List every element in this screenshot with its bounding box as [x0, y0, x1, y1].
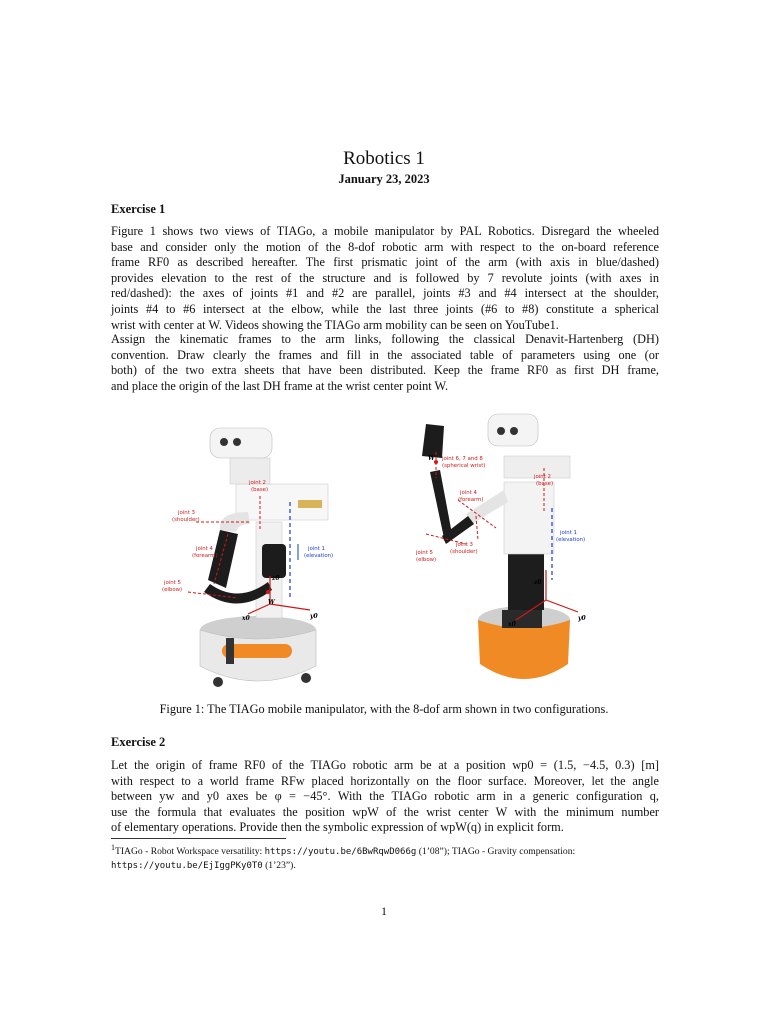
label-z0: z0 [272, 575, 280, 582]
label-joint678: joint 6, 7 and 8 [442, 456, 483, 462]
label-joint1-sub: (elevation) [556, 537, 586, 543]
head-camera [497, 427, 505, 435]
exercise1-paragraph-1 [111, 224, 659, 333]
robot-base-body [478, 620, 570, 679]
forearm [208, 530, 238, 588]
exercise2-paragraph [111, 758, 659, 836]
label-joint2-sub: (base) [536, 481, 554, 487]
label-joint5-sub: (elbow) [162, 587, 183, 593]
label-joint678-sub: (spherical wrist) [442, 463, 486, 469]
text-line: with respect to a world frame RFw placed horizontally on the floor surface. Moreover, let the angle [111, 773, 659, 788]
text-line: between yw and y0 axes be φ = −45°. With the TIAGo robotic arm in a generic configuration q, [111, 789, 659, 804]
footnote-link-2[interactable]: https://youtu.be/EjIggPKy0T0 [111, 861, 263, 872]
text-line: wrist with center at W. Videos showing the TIAGo arm mobility can be seen on YouTube1. [111, 317, 559, 332]
label-joint5-sub: (elbow) [416, 557, 437, 563]
label-joint1: joint 1 [560, 530, 577, 536]
page-number: 1 [381, 904, 387, 918]
label-joint3: joint 3 [178, 510, 195, 516]
robot-hand [422, 424, 444, 458]
exercise1-heading: Exercise 1 [111, 202, 166, 216]
text-line: convention. Draw clearly the frames and fill in the associated table of parameters using one (or [111, 347, 659, 362]
torso-sticker [298, 500, 322, 508]
footnote-marker: 1 [111, 843, 115, 852]
label-joint2-sub: (base) [251, 487, 269, 493]
label-joint3: joint 3 [456, 542, 473, 548]
wrist-center-point [266, 590, 270, 594]
wheel [301, 673, 311, 683]
document-title: Robotics 1 [343, 148, 425, 169]
footnote-time-1: (1’08”); TIAGo - Gravity compensation: [416, 846, 576, 858]
base-panel [226, 638, 234, 664]
head-camera [220, 438, 228, 446]
text-line: joints #4 to #6 intersect at the elbow, while the last three joints (#6 to #8) constitute a spherical [111, 301, 659, 316]
label-joint1: joint 1 [308, 546, 325, 552]
label-joint5: joint 5 [416, 550, 433, 556]
footnote-rule [111, 838, 286, 839]
lower-arm [430, 470, 452, 538]
label-joint1-sub: (elevation) [304, 553, 334, 559]
text-line: Figure 1 shows two views of TIAGo, a mobile manipulator by PAL Robotics. Disregard the wheeled [111, 224, 659, 238]
label-joint2: joint 2 [249, 480, 266, 486]
head-camera [233, 438, 241, 446]
figure-caption: Figure 1: The TIAGo mobile manipulator, with the 8-dof arm shown in two configurations. [159, 702, 609, 716]
wheel [213, 677, 223, 687]
document-date: January 23, 2023 [338, 172, 430, 186]
footnote [111, 841, 659, 873]
text-line: Let the origin of frame RF0 of the TIAGo robotic arm be at a position wp0 = (1.5, −4.5, 0.3) [m] [111, 758, 659, 772]
label-w: W [428, 455, 435, 462]
label-x0: x0 [508, 621, 516, 628]
label-joint4-sub: (forearm) [192, 553, 218, 559]
text-line: provides elevation to the rest of the structure and is followed by 7 revolute joints (with axes in [111, 270, 659, 285]
text-line: and place the origin of the last DH frame at the wrist center point W. [111, 378, 449, 393]
robot-hand [262, 544, 286, 578]
footnote-time-2: (1’23”). [262, 860, 296, 872]
tiago-figure-left [158, 404, 358, 694]
label-joint4: joint 4 [460, 490, 477, 496]
head-camera [510, 427, 518, 435]
upper-arm [220, 512, 250, 532]
label-z0: z0 [534, 579, 542, 586]
label-w: W [268, 599, 275, 606]
text-line: base and consider only the motion of the 8-dof robotic arm with respect to the on-board reference [111, 239, 659, 254]
text-line: red/dashed): the axes of joints #1 and #2 are parallel, joints #3 and #4 intersect at the shoulder, [111, 286, 659, 301]
exercise2-heading: Exercise 2 [111, 735, 166, 749]
robot-head [210, 428, 272, 458]
label-joint3-sub: (shoulder) [450, 549, 478, 555]
label-x0: x0 [242, 615, 250, 622]
tiago-figure-right [396, 404, 616, 694]
label-joint5: joint 5 [164, 580, 181, 586]
label-y0: y0 [578, 615, 586, 622]
label-y0: y0 [310, 613, 318, 620]
label-joint4-sub: (forearm) [458, 497, 484, 503]
label-joint3-sub: (shoulder) [172, 517, 200, 523]
text-line: of elementary operations. Provide then the symbolic expression of wpW(q) in explicit form. [111, 820, 564, 835]
label-joint4: joint 4 [196, 546, 213, 552]
exercise1-paragraph-2 [111, 332, 659, 394]
text-line: Assign the kinematic frames to the arm links, following the classical Denavit-Hartenberg (DH) [111, 332, 659, 346]
footnote-link-1[interactable]: https://youtu.be/6BwRqwD066g [264, 847, 417, 858]
text-line: frame RF0 as described hereafter. The first prismatic joint of the arm (with axis in blue/dashed) [111, 255, 659, 270]
footnote-text-1: TIAGo - Robot Workspace versatility: [115, 846, 265, 858]
label-joint2: joint 2 [534, 474, 551, 480]
text-line: both) of the two extra sheets that have been distributed. Keep the frame RF0 as first DH frame, [111, 363, 659, 378]
text-line: use the formula that evaluates the position wpW of the wrist center W with the minimum number [111, 804, 659, 819]
torso-body [504, 482, 554, 554]
